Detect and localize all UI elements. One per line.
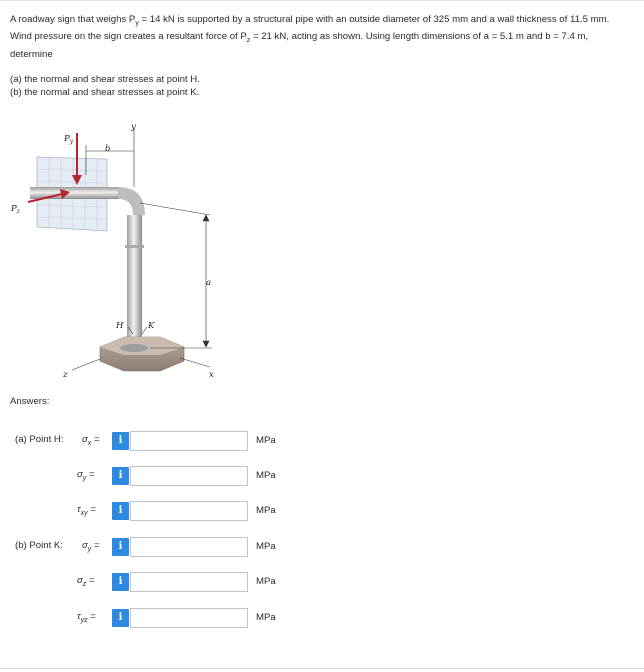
- label-py: $P_y$: [64, 134, 74, 145]
- unit-label: MPa: [256, 576, 276, 587]
- part-a-label: (a) Point H:: [15, 434, 64, 445]
- info-icon[interactable]: i: [112, 467, 129, 485]
- info-icon[interactable]: i: [112, 502, 129, 520]
- answers-label: Answers:: [10, 396, 50, 407]
- symbol-sigma-z: $\sigma_z$ =: [77, 575, 95, 588]
- label-x: x: [209, 370, 214, 380]
- answer-row-sigma-y-k: [0, 537, 644, 557]
- answer-row-sigma-y-h: [0, 466, 644, 486]
- tau-yz-k-input[interactable]: [130, 608, 248, 628]
- problem-text: A roadway sign that weighs $P_y = 14$ kN is supported by a structural pipe with an outside diameter of 325 mm and a wall thickness of 11.5 mm. Wind pressure on the sign creates a resultant force of $P_z = 21$ kN, acting as shown. Using length dimensions of a = 5.1 m and b = 7.4 m, determine: [10, 14, 610, 60]
- sigma-z-k-input[interactable]: [130, 572, 248, 592]
- label-y: y: [131, 122, 136, 132]
- symbol-tau-xy: $\tau_{xy}$ =: [77, 504, 96, 517]
- tau-xy-h-input[interactable]: [130, 501, 248, 521]
- sigma-x-h-input[interactable]: [130, 431, 248, 451]
- unit-label: MPa: [256, 612, 276, 623]
- label-z: z: [63, 370, 68, 380]
- sign-structure-figure: [0, 115, 240, 385]
- info-icon[interactable]: i: [112, 432, 129, 450]
- info-icon[interactable]: i: [112, 609, 129, 627]
- info-icon[interactable]: i: [112, 573, 129, 591]
- sigma-y-k-input[interactable]: [130, 537, 248, 557]
- answer-row-tau-xy-h: [0, 501, 644, 521]
- problem-statement: [10, 13, 630, 61]
- label-pz: $P_z$: [11, 204, 20, 215]
- z-axis: [72, 359, 100, 370]
- top-divider: [0, 0, 644, 1]
- pipe-base: [100, 337, 184, 371]
- answer-row-sigma-x-h: [0, 431, 644, 451]
- label-k: K: [148, 321, 155, 331]
- info-icon[interactable]: i: [112, 538, 129, 556]
- symbol-sigma-y: $\sigma_y$ =: [82, 540, 100, 553]
- part-a-text: (a) the normal and shear stresses at point H.: [10, 74, 200, 85]
- part-b-label: (b) Point K:: [15, 540, 63, 551]
- pipe-bend: [118, 187, 145, 215]
- symbol-sigma-y: $\sigma_y$ =: [77, 469, 95, 482]
- unit-label: MPa: [256, 505, 276, 516]
- unit-label: MPa: [256, 470, 276, 481]
- bottom-divider: [0, 668, 644, 669]
- part-b-text: (b) the normal and shear stresses at point K.: [10, 87, 200, 99]
- symbol-sigma-x: $\sigma_x$ =: [82, 434, 100, 447]
- question-parts: [10, 73, 200, 100]
- x-axis: [180, 358, 210, 367]
- label-h: H: [116, 321, 124, 331]
- answer-row-tau-yz-k: [0, 608, 644, 628]
- sigma-y-h-input[interactable]: [130, 466, 248, 486]
- label-b: b: [105, 144, 111, 154]
- unit-label: MPa: [256, 541, 276, 552]
- horizontal-pipe: [30, 187, 120, 199]
- label-a: a: [206, 278, 212, 288]
- unit-label: MPa: [256, 435, 276, 446]
- symbol-tau-yz: $\tau_{yz}$ =: [77, 611, 96, 624]
- answer-row-sigma-z-k: [0, 572, 644, 592]
